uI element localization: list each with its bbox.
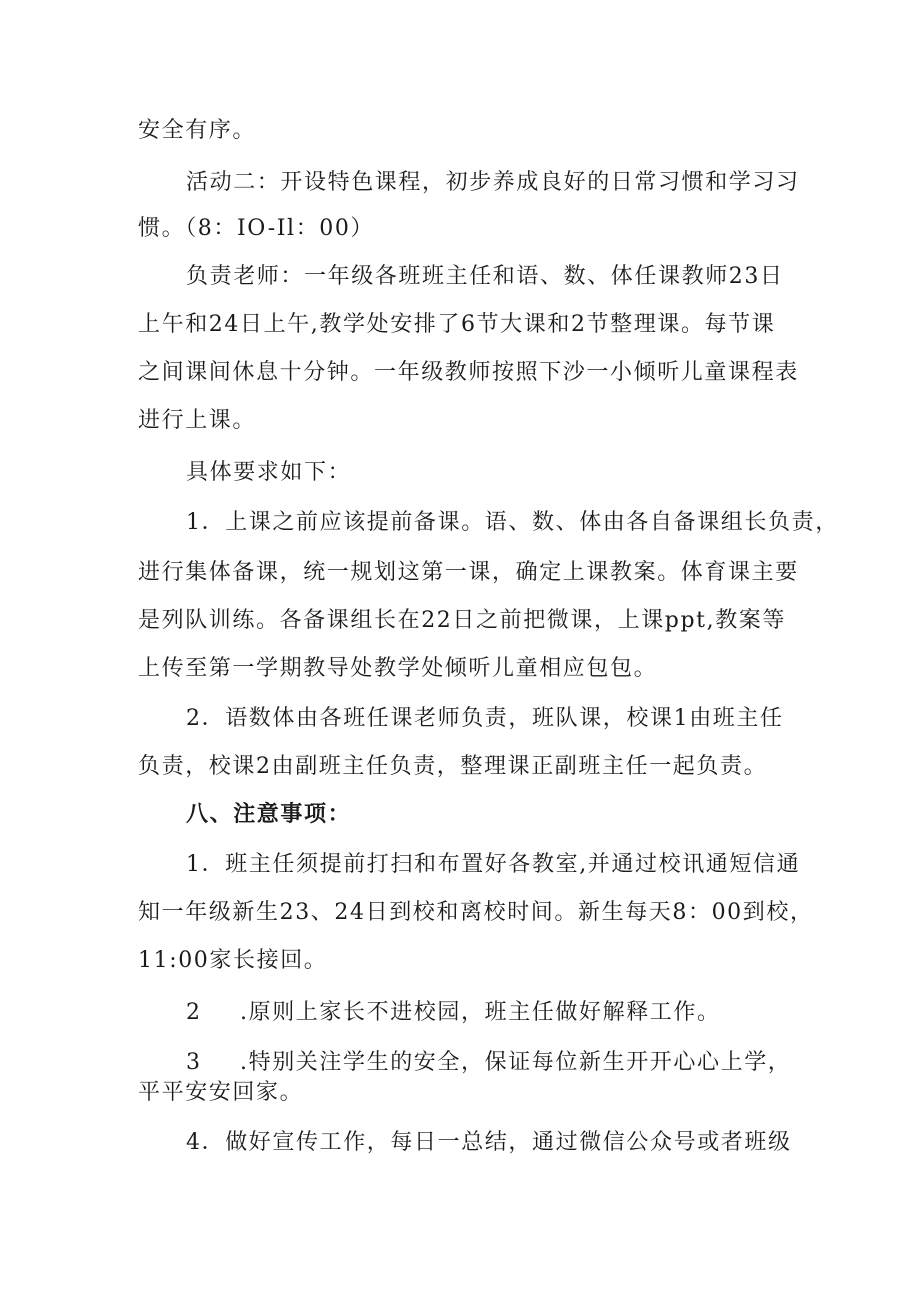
paragraph-line: 1．上课之前应该提前备课。语、数、体由各自备课组长负责， [186,510,839,535]
paragraph-line: 之间课间休息十分钟。一年级教师按照下沙一小倾听儿童课程表 [138,360,799,385]
paragraph-line: 上午和24日上午,教学处安排了6节大课和2节整理课。每节课 [138,312,776,337]
paragraph-line: 负责老师：一年级各班班主任和语、数、体任课教师23日 [186,264,784,289]
paragraph-line: 活动二：开设特色课程，初步养成良好的日常习惯和学习习 [186,170,800,195]
list-number: 3 [186,1050,202,1075]
list-number: 2 [186,1000,202,1025]
paragraph-line: 是列队训练。各备课组长在22日之前把微课，上课ppt,教案等 [138,608,786,633]
paragraph-line: 2．语数体由各班任课老师负责，班队课，校课1由班主任 [186,706,784,731]
paragraph-line: 安全有序。 [138,118,257,143]
paragraph-line: 上传至第一学期教导处教学处倾听儿童相应包包。 [138,656,658,681]
paragraph-line: 进行上课。 [138,408,257,433]
list-text: .原则上家长不进校园，班主任做好解释工作。 [240,1000,721,1025]
section-heading: 八、注意事项： [186,802,352,827]
paragraph-line: 知一年级新生23、24日到校和离校时间。新生每天8：00到校， [138,900,814,925]
paragraph-line [186,1002,721,1024]
paragraph-line: 进行集体备课，统一规划这第一课，确定上课教案。体育课主要 [138,560,799,585]
paragraph-line [186,1052,791,1074]
paragraph-line: 惯。（8：IO-Il：00） [138,216,375,241]
paragraph-line: 4．做好宣传工作，每日一总结，通过微信公众号或者班级 [186,1130,792,1155]
paragraph-line: 平平安安回家。 [138,1080,304,1105]
paragraph-line: 具体要求如下： [186,460,352,485]
paragraph-line: 1．班主任须提前打扫和布置好各教室,并通过校讯通短信通 [186,852,801,877]
paragraph-line: 负责，校课2由副班主任负责，整理课正副班主任一起负责。 [138,754,768,779]
paragraph-line: 11:00家长接回。 [138,948,328,973]
list-text: .特别关注学生的安全，保证每位新生开开心心上学， [240,1050,792,1075]
